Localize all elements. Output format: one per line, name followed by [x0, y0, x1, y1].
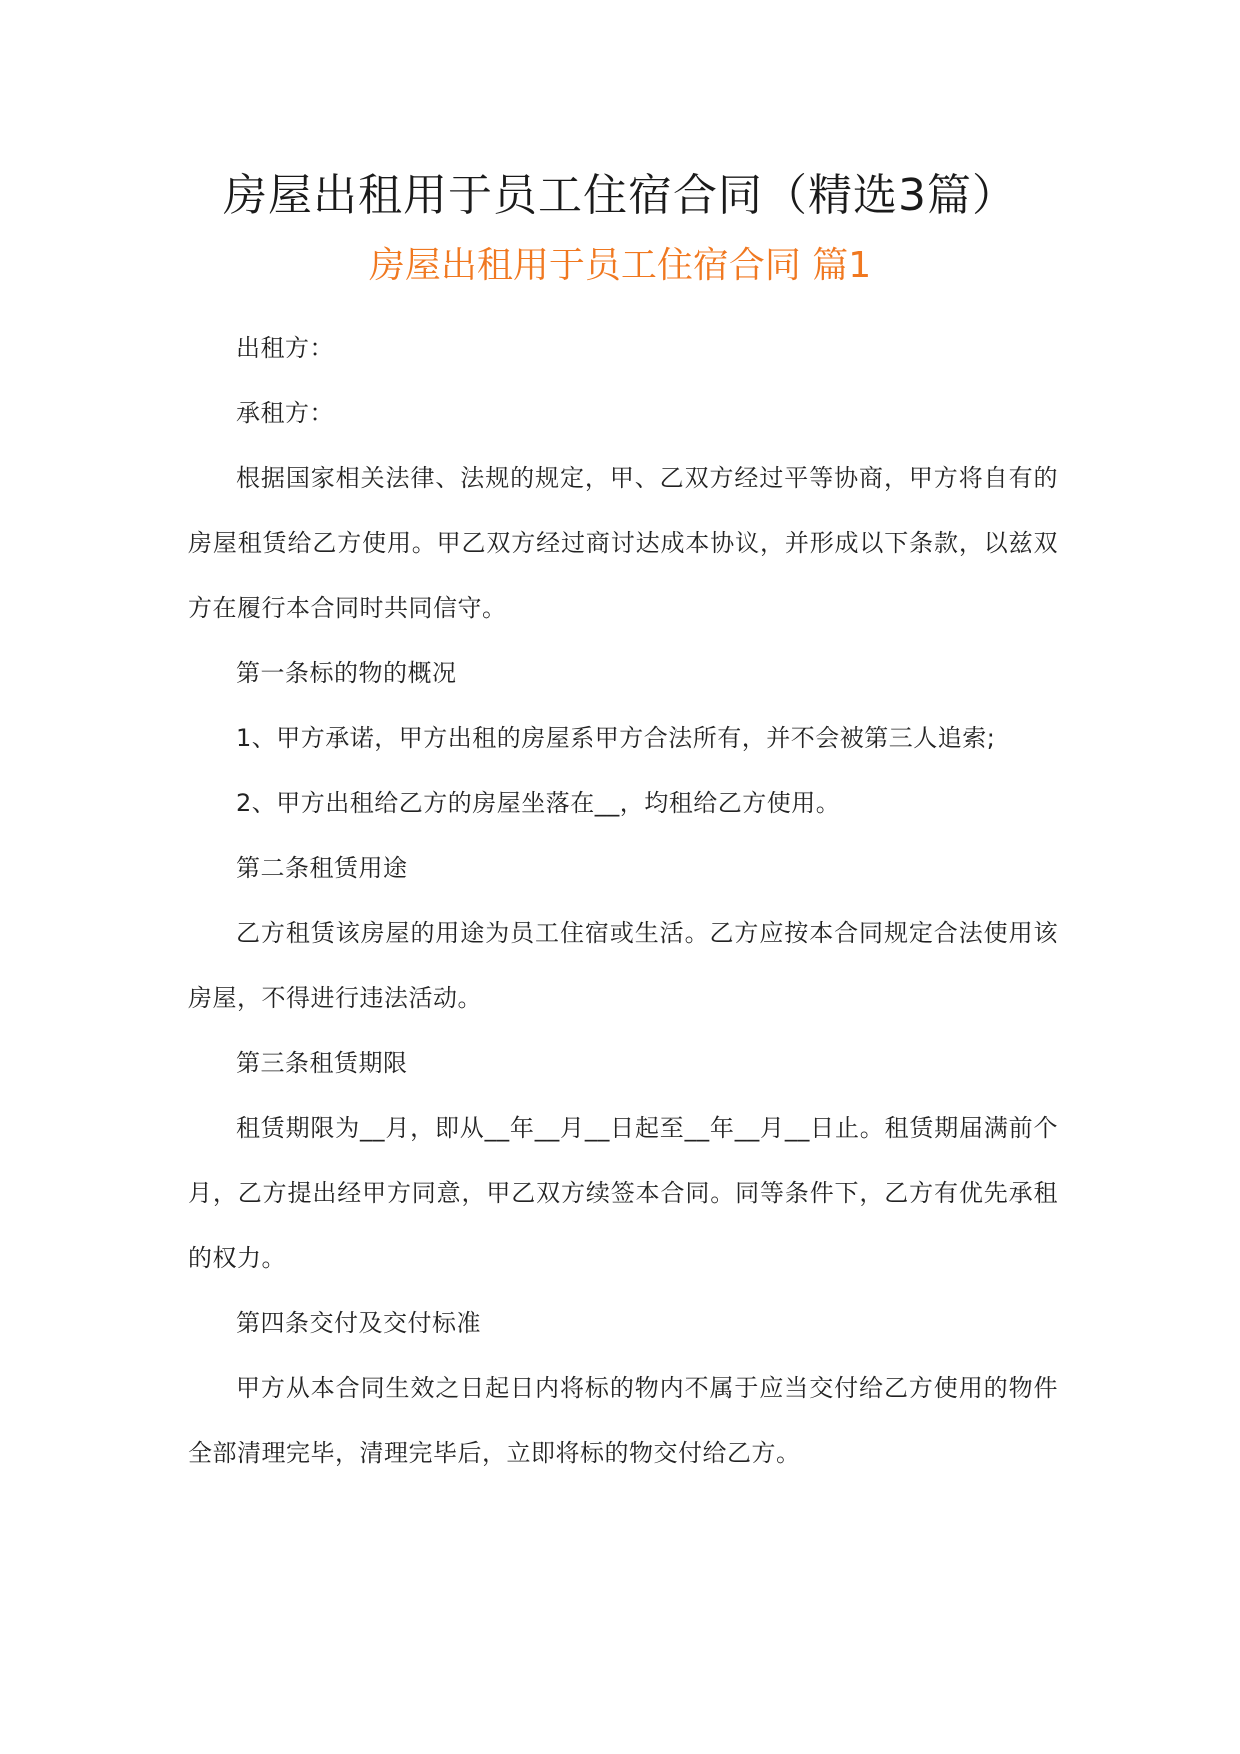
clause-body-3: 租赁期限为__月，即从__年__月__日起至__年__月__日止。租赁期届满前个月，乙方提出经甲方同意，甲乙双方续签本合同。同等条件下，乙方有优先承租的权力。 [188, 1114, 1058, 1272]
clause-body-2: 乙方租赁该房屋的用途为员工住宿或生活。乙方应按本合同规定合法使用该房屋，不得进行违法活动。 [188, 919, 1058, 1012]
clause-body-4: 甲方从本合同生效之日起日内将标的物内不属于应当交付给乙方使用的物件全部清理完毕，清理完毕后，立即将标的物交付给乙方。 [188, 1374, 1058, 1467]
paragraph-lessee: 承租方： [236, 399, 334, 427]
clause-item-1-2: 2、甲方出租给乙方的房屋坐落在__，均租给乙方使用。 [236, 789, 841, 817]
clause-item-1-1: 1、甲方承诺，甲方出租的房屋系甲方合法所有，并不会被第三人追索; [236, 724, 996, 752]
section-title: 房屋出租用于员工住宿合同 篇1 [368, 245, 872, 286]
clause-heading-3: 第三条租赁期限 [236, 1049, 408, 1077]
clause-heading-4: 第四条交付及交付标准 [236, 1309, 481, 1337]
clause-heading-1: 第一条标的物的概况 [236, 659, 457, 687]
clause-heading-2: 第二条租赁用途 [236, 854, 408, 882]
paragraph-preamble: 根据国家相关法律、法规的规定，甲、乙双方经过平等协商，甲方将自有的房屋租赁给乙方使用。甲乙双方经过商讨达成本协议，并形成以下条款，以兹双方在履行本合同时共同信守。 [188, 464, 1058, 622]
document-title: 房屋出租用于员工住宿合同（精选3篇） [223, 170, 1017, 221]
document-body [188, 316, 1058, 1486]
paragraph-lessor: 出租方： [236, 334, 334, 362]
